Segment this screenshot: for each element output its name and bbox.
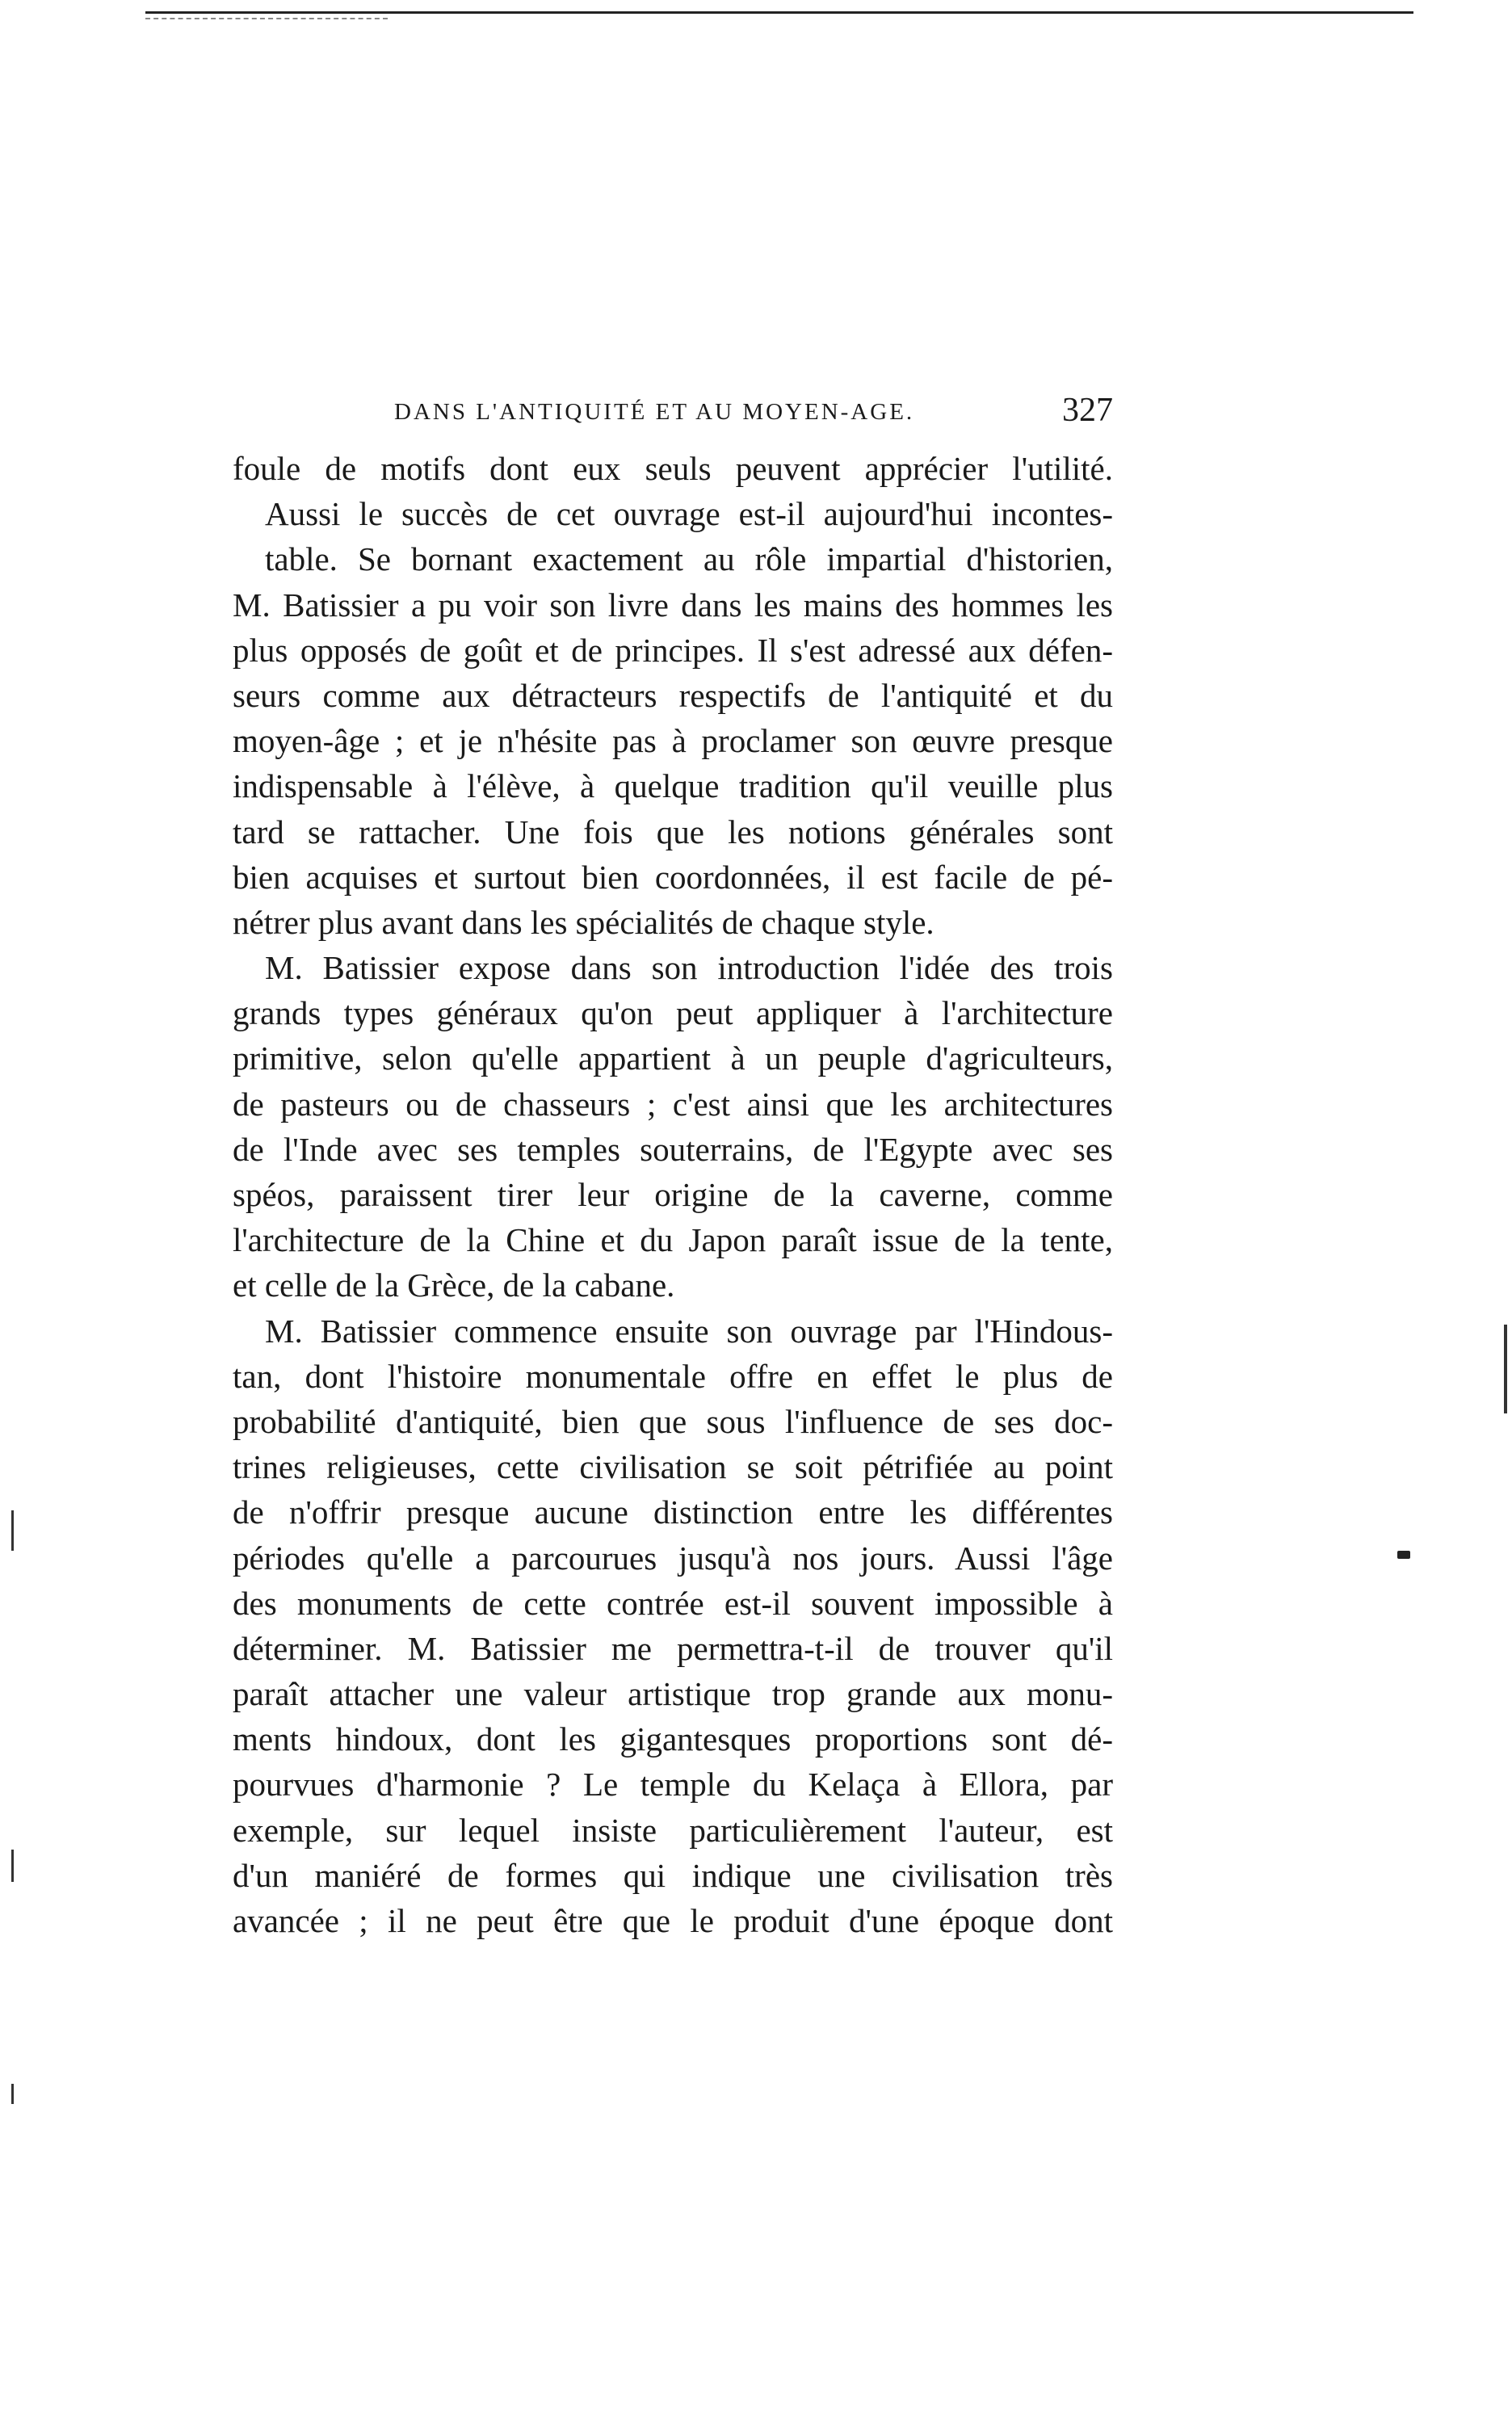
text-line: bien acquises et surtout bien coordonnées, il est facile de pé- [233,858,1113,896]
top-border-rule [145,11,1413,14]
text-line: et celle de la Grèce, de la cabane. [233,1266,675,1304]
text-line: M. Batissier expose dans son introduction l'idée des trois [265,949,1113,987]
page-header [233,392,1113,438]
text-line: nétrer plus avant dans les spécialités de chaque style. [233,903,934,941]
text-line: exemple, sur lequel insiste particulièrement l'auteur, est [233,1811,1113,1849]
text-line: de l'Inde avec ses temples souterrains, de l'Egypte avec ses [233,1130,1113,1168]
text-line: primitive, selon qu'elle appartient à un peuple d'agriculteurs, [233,1039,1113,1077]
text-line: de pasteurs ou de chasseurs ; c'est ainsi que les architectures [233,1085,1113,1123]
top-dash-rule [145,18,388,19]
text-line: Aussi le succès de cet ouvrage est-il aujourd'hui incontes- [265,495,1113,533]
text-line: des monuments de cette contrée est-il souvent impossible à [233,1584,1113,1622]
text-line: déterminer. M. Batissier me permettra-t-il de trouver qu'il [233,1629,1113,1667]
text-line: table. Se bornant exactement au rôle impartial d'historien, [265,540,1113,578]
text-line: l'architecture de la Chine et du Japon paraît issue de la tente, [233,1221,1113,1259]
text-line: avancée ; il ne peut être que le produit d'une époque dont [233,1902,1113,1939]
text-line: M. Batissier a pu voir son livre dans les mains des hommes les [233,586,1113,624]
text-line: pourvues d'harmonie ? Le temple du Kelaça à Ellora, par [233,1766,1113,1804]
text-line: probabilité d'antiquité, bien que sous l'influence de ses doc- [233,1402,1113,1440]
ink-speck [1397,1551,1410,1559]
text-line: trines religieuses, cette civilisation se soit pétrifiée au point [233,1448,1113,1486]
right-edge-mark [1504,1325,1507,1413]
left-edge-mark [11,1510,14,1551]
text-line: tan, dont l'histoire monumentale offre en effet le plus de [233,1357,1113,1395]
left-edge-mark [11,1850,14,1882]
text-line: seurs comme aux détracteurs respectifs de l'antiquité et du [233,676,1113,714]
running-head: DANS L'ANTIQUITÉ ET AU MOYEN-AGE. [394,399,915,425]
text-line: moyen-âge ; et je n'hésite pas à proclamer son œuvre presque [233,722,1113,760]
page-number: 327 [1062,392,1113,429]
text-line: tard se rattacher. Une fois que les notions générales sont [233,813,1113,850]
body-text [233,446,1113,1943]
text-line: plus opposés de goût et de principes. Il s'est adressé aux défen- [233,631,1113,669]
text-line: indispensable à l'élève, à quelque tradition qu'il veuille plus [233,767,1113,805]
text-line: grands types généraux qu'on peut appliquer à l'architecture [233,994,1113,1032]
text-line: périodes qu'elle a parcourues jusqu'à nos jours. Aussi l'âge [233,1539,1113,1577]
text-line: M. Batissier commence ensuite son ouvrage par l'Hindous- [265,1312,1113,1350]
text-line: paraît attacher une valeur artistique trop grande aux monu- [233,1675,1113,1713]
text-line: de n'offrir presque aucune distinction entre les différentes [233,1493,1113,1531]
text-line: foule de motifs dont eux seuls peuvent apprécier l'utilité. [233,450,1113,487]
text-line: d'un maniéré de formes qui indique une civilisation très [233,1856,1113,1894]
left-edge-mark [11,2084,14,2104]
text-line: ments hindoux, dont les gigantesques proportions sont dé- [233,1720,1113,1758]
text-line: spéos, paraissent tirer leur origine de la caverne, comme [233,1176,1113,1213]
